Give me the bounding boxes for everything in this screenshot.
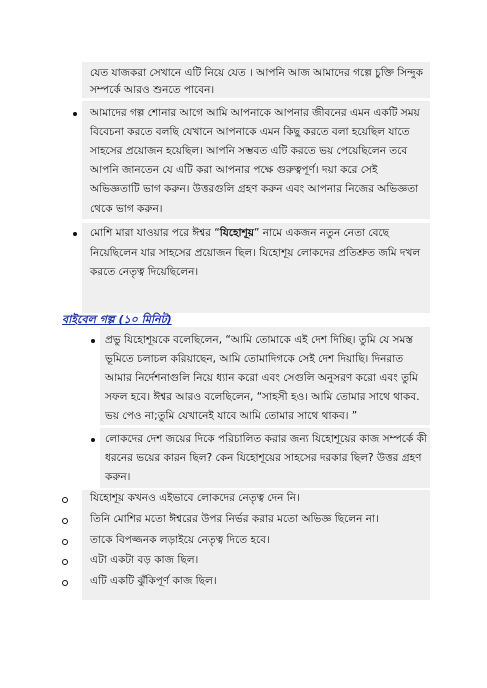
bullet1-line: সাহসের প্রয়োজন হয়েছিল। আপনি সম্ভবত এটি করতে ভয় পেয়েছিলেন তবে	[90, 145, 408, 157]
bullet1-line: থেকে ভাগ করুন।	[90, 203, 163, 215]
intro-line: যেত যাজকরা সেখানে এটি নিয়ে যেত । আপনি আজ আমাদের গল্পে চুক্তি সিন্দুক	[90, 67, 423, 79]
joshua-name: যিহোশূয়	[219, 227, 254, 239]
bullet3-line: আমার নির্দেশনাগুলি নিয়ে ধ্যান করো এবং সেগুলি অনুসরণ করো এবং তুমি	[105, 372, 418, 384]
bullet1-line: আমাদের গল্প শোনার আগে আমি আপনাকে আপনার জীবনের এমন একটি সময়	[90, 107, 420, 119]
bullet2-text-after: ” নামে একজন নতুন নেতা বেছে	[253, 227, 390, 239]
bullet-marker	[91, 339, 95, 343]
bullet2-first-line	[90, 226, 389, 240]
answer-item: এটি একটি ঝুঁকিপূর্ণ কাজ ছিল।	[90, 575, 217, 587]
bullet2-line: নিয়েছিলেন যার সাহসের প্রয়োজন ছিল। যিহোশূয় লোকদের প্রতিশ্রুত জমি দখল	[90, 247, 421, 259]
bullet1-line: বিবেচনা করতে বলছি যেখানে আপনাকে এমন কিছু করতে বলা হয়েছিল যাতে	[90, 126, 410, 138]
answer-item: তিনি মোশির মতো ঈশ্বরের উপর নির্ভর করার মতো অভিজ্ঞ ছিলেন না।	[90, 513, 379, 525]
bullet2-text-before: মোশি মারা যাওয়ার পরে ঈশ্বর “	[90, 227, 220, 239]
bullet3-line: প্রভু যিহোশূয়কে বলেছিলেন, “আমি তোমাকে এই দেশ দিচ্ছি। তুমি যে সমস্ত	[105, 334, 413, 346]
bullet3-line: সফল হবে। ঈশ্বর আরও বলেছিলেন, “সাহসী হও। আমি তোমার সাথে থাকব.	[105, 391, 420, 403]
answer-item: তাকে বিপজ্জনক লড়াইয়ে নেতৃত্ব দিতে হবে।	[90, 534, 270, 546]
answer-marker	[62, 539, 68, 545]
bullet-marker	[91, 438, 95, 442]
bullet1-line: আপনি জানতেন যে এটি করা আপনার পক্ষে গুরুত্বপূর্ণ। দয়া করে সেই	[90, 164, 378, 176]
bullet3-line: ভয় পেও না;তুমি যেখানেই যাবে আমি তোমার সাথে থাকব। ”	[105, 410, 358, 422]
answer-item: এটা একটা বড় কাজ ছিল।	[90, 554, 199, 566]
bullet4-line: ধরনের ভয়ের কারন ছিল? কেন যিহোশূয়ের সাহসের দরকার ছিল? উত্তর গ্রহণ	[105, 452, 422, 464]
answer-marker	[62, 518, 68, 524]
answer-marker	[62, 497, 68, 503]
answer-marker	[62, 580, 68, 586]
bullet2-line: করতে নেতৃত্ব দিয়েছিলেন।	[90, 266, 199, 278]
answer-item: যিহোশূয় কখনও এইভাবে লোকদের নেতৃত্ব দেন নি।	[90, 492, 300, 504]
answer-marker	[62, 559, 68, 565]
bullet-marker	[73, 112, 77, 116]
bullet4-line: করুন।	[105, 471, 131, 483]
intro-line: সম্পর্কে আরও শুনতে পাবেন।	[90, 84, 215, 96]
bullet-marker	[73, 232, 77, 236]
bullet1-line: অভিজ্ঞতাটি ভাগ করুন। উত্তরগুলি গ্রহণ করুন এবং আপনার নিজের অভিজ্ঞতা	[90, 183, 419, 195]
section-heading: বাইবেল গল্প (১০ মিনিট)	[62, 313, 172, 326]
bullet3-line: ভূমিতে চলাচল করিয়াছেন, আমি তোমাদিগকে সেই দেশ দিয়াছি। দিনরাত	[105, 353, 404, 365]
bullet4-line: লোকদের দেশ জয়ের দিকে পরিচালিত করার জন্য যিহোশূয়ের কাজ সম্পর্কে কী	[105, 433, 428, 445]
